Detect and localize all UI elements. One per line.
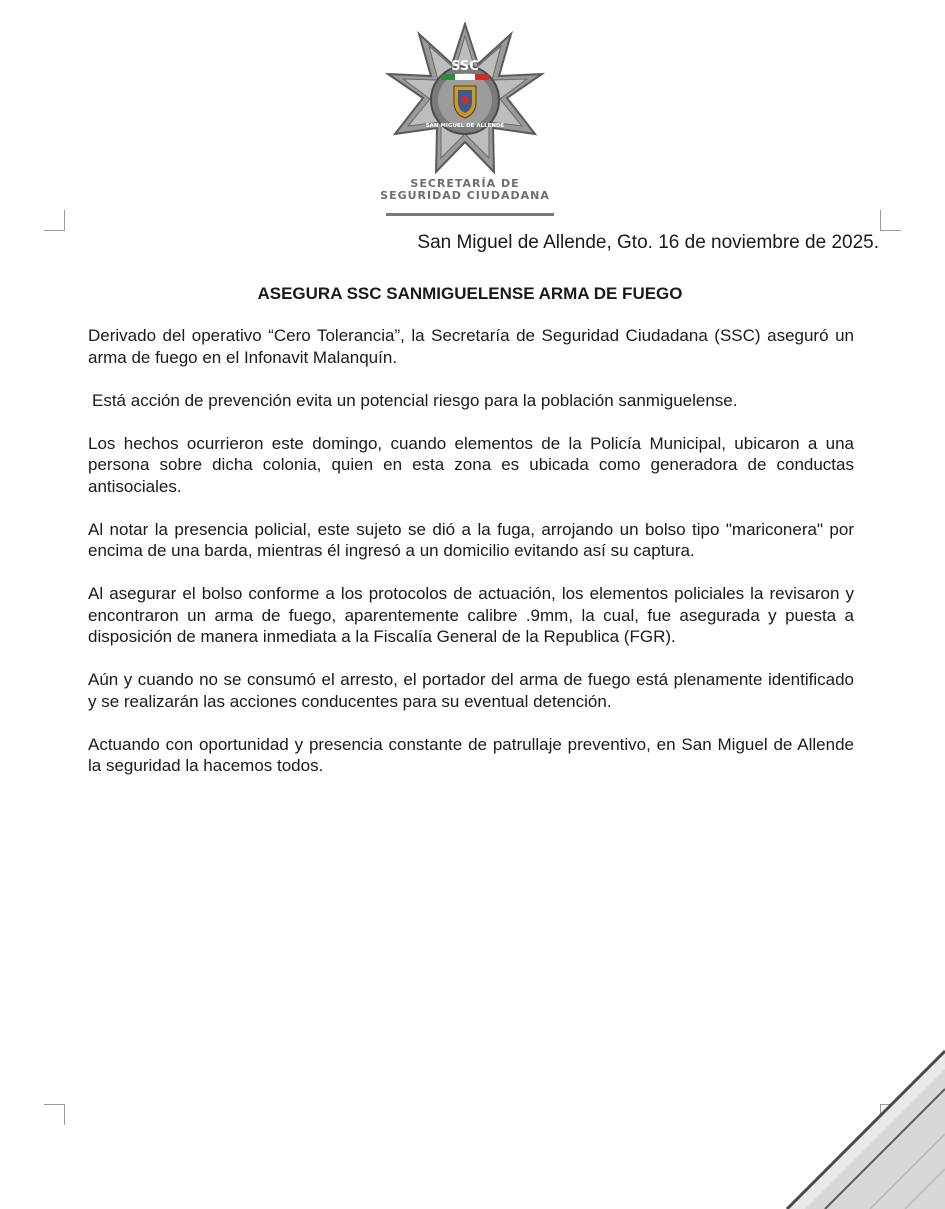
logo-star-text: SSC xyxy=(451,59,479,74)
department-line-2: SEGURIDAD CIUDADANA xyxy=(380,189,550,202)
page-curl-icon xyxy=(785,1049,945,1209)
paragraph-7: Actuando con oportunidad y presencia constante de patrullaje preventivo, en San Miguel de Allende la seguridad la hacemos todos. xyxy=(88,734,854,775)
logo-ring-text: SAN MIGUEL DE ALLENDE xyxy=(425,123,505,129)
department-divider xyxy=(386,213,554,216)
department-line-1: SECRETARÍA DE xyxy=(410,177,520,190)
paragraph-4: Al notar la presencia policial, este sujeto se dió a la fuga, arrojando un bolso tipo "mariconera" por encima de una barda, mientras él ingresó a un domicilio evitando así su captura. xyxy=(88,519,854,560)
paragraph-6: Aún y cuando no se consumó el arresto, el portador del arma de fuego está plenamente identificado y se realizarán las acciones conducentes para su eventual detención. xyxy=(88,670,854,711)
headline: ASEGURA SSC SANMIGUELENSE ARMA DE FUEGO xyxy=(257,284,683,303)
paragraph-3: Los hechos ocurrieron este domingo, cuando elementos de la Policía Municipal, ubicaron a una persona sobre dicha colonia, quien en esta zona es ubicada como generadora de conductas antisociales. xyxy=(88,433,854,496)
department-name xyxy=(350,178,580,202)
dateline: San Miguel de Allende, Gto. 16 de noviembre de 2025. xyxy=(417,232,879,253)
police-star-badge-icon xyxy=(385,22,545,180)
paragraph-5: Al asegurar el bolso conforme a los protocolos de actuación, los elementos policiales la revisaron y encontraron un arma de fuego, aparentemente calibre .9mm, la cual, fue asegurada y puesta a disposición de manera inmediata a la Fiscalía General de la Republica (FGR). xyxy=(88,584,854,646)
article-body xyxy=(88,325,854,777)
crop-mark-bottom-left xyxy=(44,1104,65,1125)
paragraph-2: Está acción de prevención evita un potencial riesgo para la población sanmiguelense. xyxy=(92,390,738,410)
crop-mark-top-left xyxy=(44,210,65,231)
paragraph-1: Derivado del operativo “Cero Tolerancia”, la Secretaría de Seguridad Ciudadana (SSC) aseguró un arma de fuego en el Infonavit Malanquín. xyxy=(88,326,854,367)
crop-mark-top-right xyxy=(880,210,901,231)
